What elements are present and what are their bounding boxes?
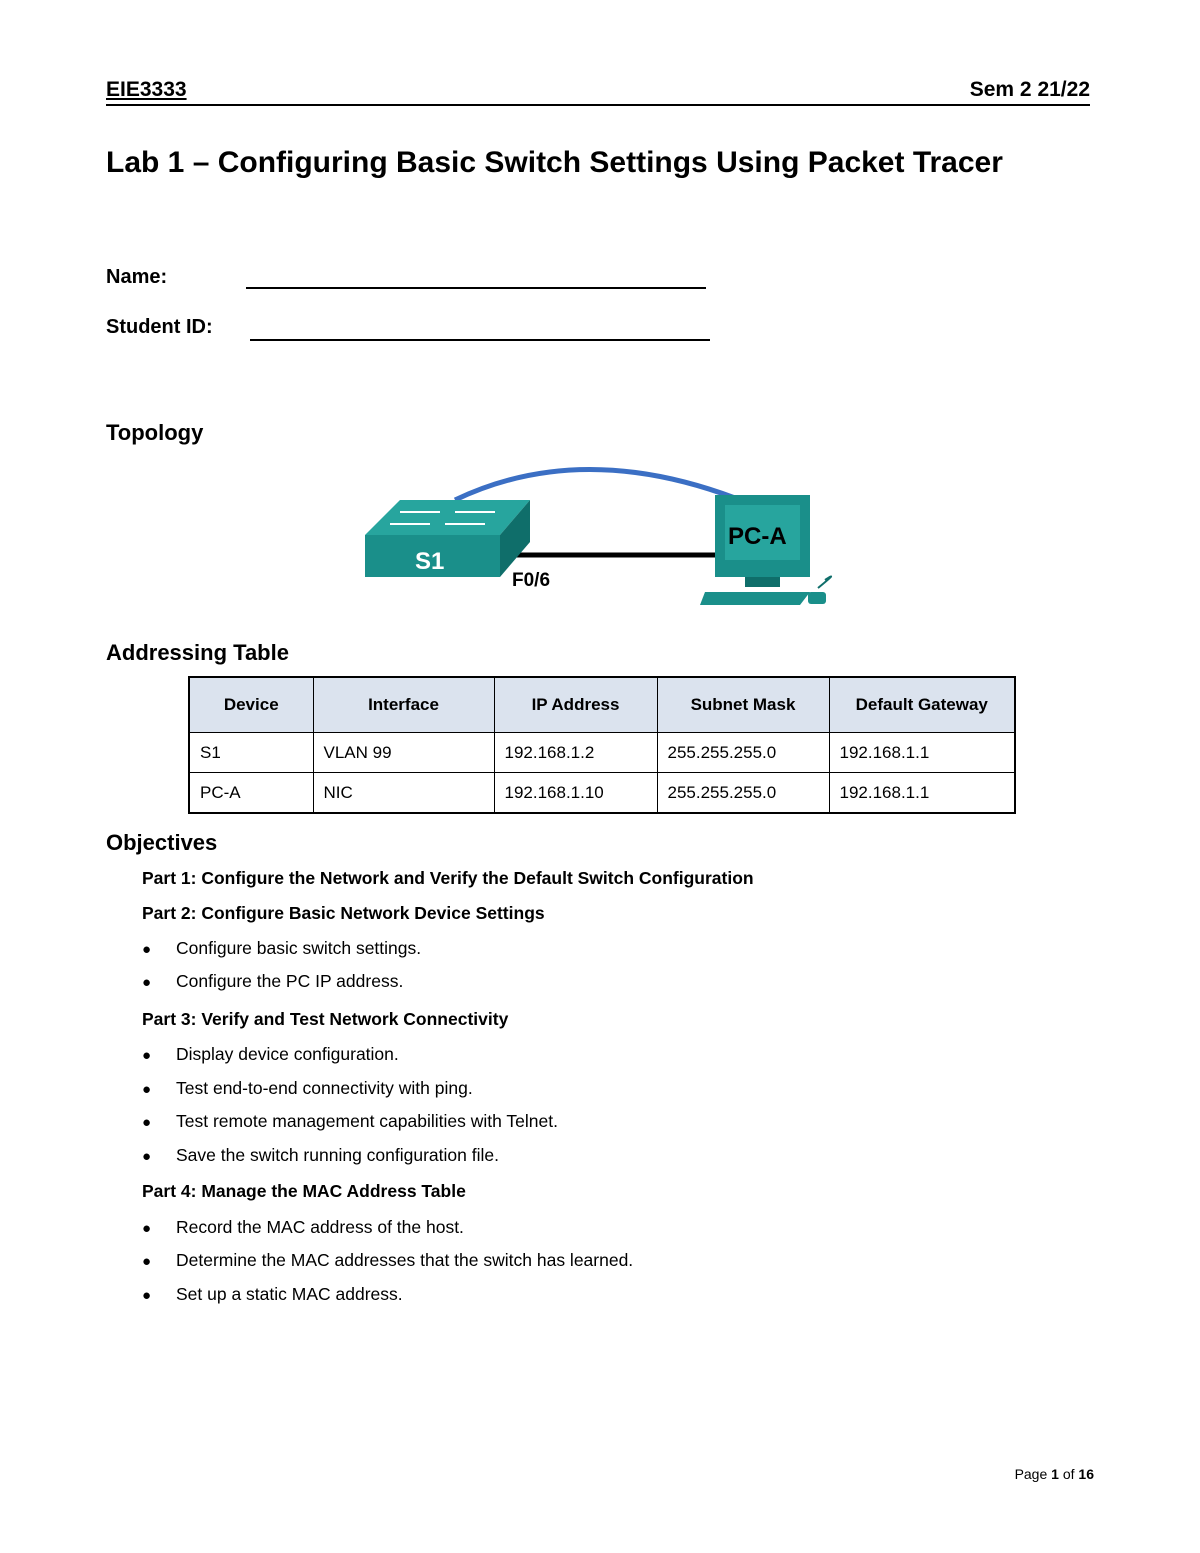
table-row [189, 773, 1015, 814]
semester: Sem 2 21/22 [969, 78, 1090, 101]
addressing-table [188, 676, 1016, 814]
bullet-icon: ● [142, 941, 152, 958]
list-item: ● Determine the MAC addresses that the switch has learned. [142, 1250, 634, 1270]
bullet-icon: ● [142, 1220, 152, 1237]
bullet-icon: ● [142, 1081, 152, 1098]
objectives-heading: Objectives [106, 830, 218, 855]
switch-icon [365, 500, 530, 577]
student-id-field[interactable] [250, 339, 710, 341]
part-3-heading: Part 3: Verify and Test Network Connectivity [142, 1009, 509, 1029]
list-item: ● Configure the PC IP address. [142, 971, 404, 991]
page-header [106, 78, 1090, 106]
list-item: ● Test end-to-end connectivity with ping. [142, 1078, 473, 1098]
bullet-icon: ● [142, 1148, 152, 1165]
course-code: EIE3333 [106, 78, 187, 101]
part-2-heading: Part 2: Configure Basic Network Device Settings [142, 903, 545, 923]
bullet-icon: ● [142, 1287, 152, 1304]
list-item: ● Record the MAC address of the host. [142, 1217, 464, 1237]
table-cell: 192.168.1.2 [494, 733, 657, 773]
bullet-icon: ● [142, 974, 152, 991]
bullet-icon: ● [142, 1114, 152, 1131]
console-cable [455, 469, 735, 500]
column-header: IP Address [494, 677, 657, 733]
table-cell: VLAN 99 [313, 733, 494, 773]
table-cell: S1 [189, 733, 313, 773]
table-header-row [189, 677, 1015, 733]
page-number: Page 1 of 16 [1014, 1466, 1094, 1482]
list-item: ● Test remote management capabilities with Telnet. [142, 1111, 558, 1131]
table-cell: 192.168.1.1 [829, 733, 1015, 773]
switch-label: S1 [415, 548, 445, 575]
addressing-heading: Addressing Table [106, 640, 289, 665]
student-id-label: Student ID: [106, 316, 213, 338]
table-cell: 255.255.255.0 [657, 773, 829, 814]
table-cell: 255.255.255.0 [657, 733, 829, 773]
pc-label: PC-A [728, 523, 787, 550]
topology-diagram [360, 460, 840, 620]
part-1-heading: Part 1: Configure the Network and Verify the Default Switch Configuration [142, 868, 754, 888]
table-cell: PC-A [189, 773, 313, 814]
column-header: Default Gateway [829, 677, 1015, 733]
column-header: Interface [313, 677, 494, 733]
column-header: Device [189, 677, 313, 733]
name-field[interactable] [246, 287, 706, 289]
column-header: Subnet Mask [657, 677, 829, 733]
name-label: Name: [106, 266, 168, 288]
part-4-heading: Part 4: Manage the MAC Address Table [142, 1181, 466, 1201]
document-title: Lab 1 – Configuring Basic Switch Settings Using Packet Tracer [106, 146, 1003, 179]
pc-icon [700, 495, 831, 605]
list-item: ● Configure basic switch settings. [142, 938, 422, 958]
port-label: F0/6 [512, 570, 551, 591]
bullet-icon: ● [142, 1253, 152, 1270]
list-item: ● Display device configuration. [142, 1044, 399, 1064]
table-cell: 192.168.1.10 [494, 773, 657, 814]
table-row [189, 733, 1015, 773]
list-item: ● Save the switch running configuration file. [142, 1145, 499, 1165]
bullet-icon: ● [142, 1047, 152, 1064]
topology-heading: Topology [106, 420, 204, 445]
table-cell: NIC [313, 773, 494, 814]
table-cell: 192.168.1.1 [829, 773, 1015, 814]
list-item: ● Set up a static MAC address. [142, 1284, 403, 1304]
